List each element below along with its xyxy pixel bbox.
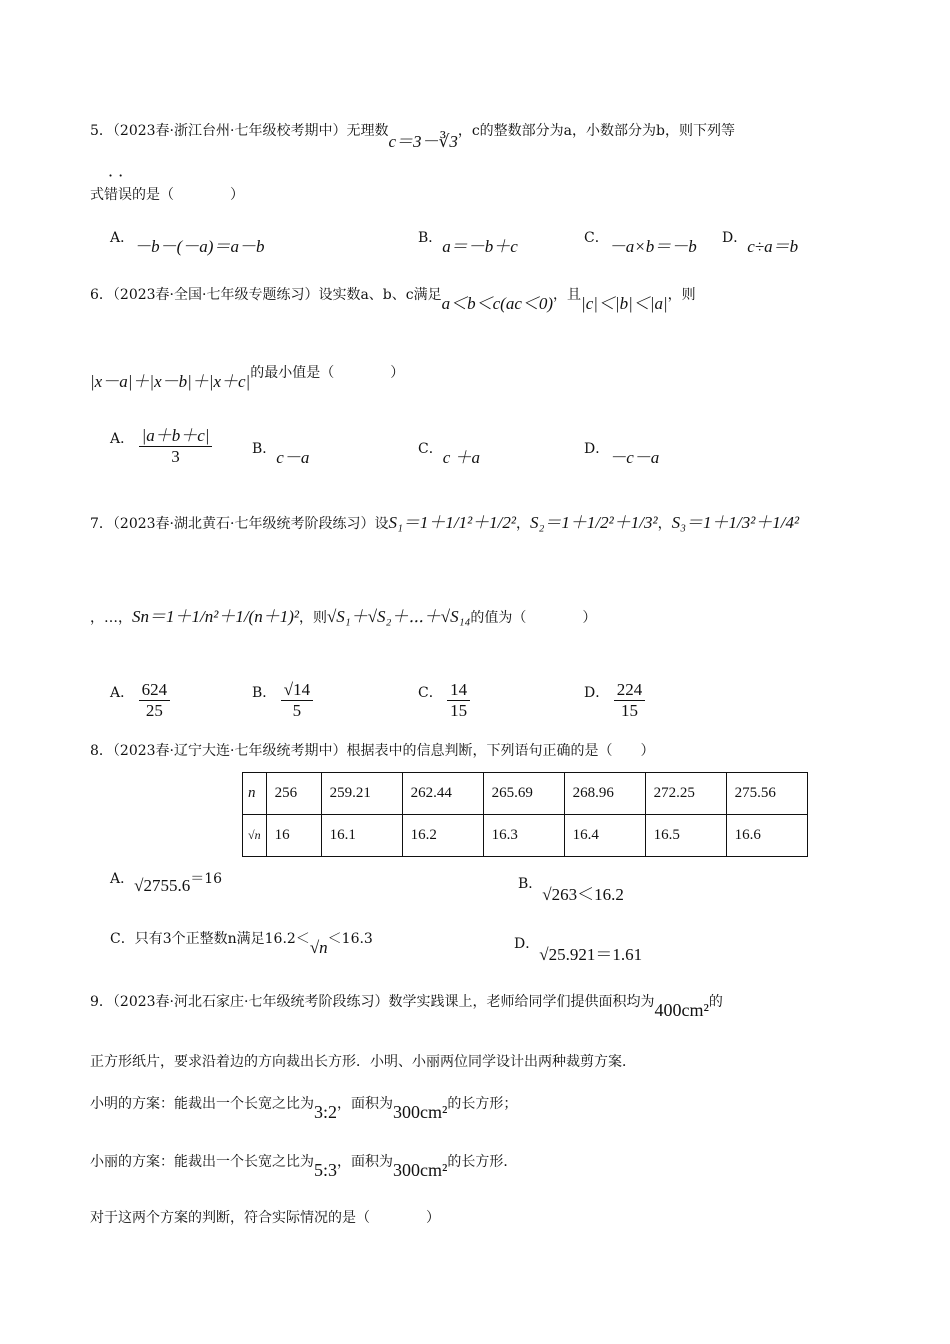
- table-row: [243, 815, 808, 857]
- q9-source: （2023春·河北石家庄·七年级统考阶段练习）: [112, 994, 389, 1010]
- q6-text3: ，则: [667, 287, 696, 303]
- q9-line2: 正方形纸片，要求沿着边的方向裁出长方形．小明、小丽两位同学设计出两种裁剪方案．: [90, 1054, 636, 1070]
- q9-area1: 400cm²: [654, 1000, 709, 1020]
- table-cell: 259.21: [321, 773, 402, 815]
- q7-sn: Sn＝1＋1/n²＋1/(n＋1)²: [132, 607, 299, 626]
- q6-line1: [90, 284, 696, 313]
- q6-option-a[interactable]: [110, 426, 212, 467]
- table-cell: n: [243, 773, 267, 815]
- q7-option-a-fraction: [139, 680, 171, 721]
- q7-text3: 的值为（ ）: [470, 610, 597, 626]
- q5-source: （2023春·浙江台州·七年级校考期中）: [112, 123, 347, 139]
- q7-option-a-den: 25: [145, 701, 163, 720]
- q9-line5: 对于这两个方案的判断，符合实际情况的是（ ）: [90, 1210, 440, 1226]
- q7-s2: S₂＝1＋1/2²＋1/3²: [530, 513, 658, 532]
- q8-option-b-label: B．: [518, 876, 543, 892]
- q9-number: 9．: [90, 994, 113, 1010]
- q6-text2: ，且: [553, 287, 582, 303]
- q5-option-c[interactable]: [584, 222, 697, 256]
- q6-text4: 的最小值是（ ）: [250, 365, 405, 381]
- table-cell: 16.3: [483, 815, 564, 857]
- q8-option-c-text: 只有3个正整数n满足16.2＜: [134, 931, 310, 947]
- q6-option-b[interactable]: [252, 433, 310, 467]
- q8-option-b-expr: √263: [542, 885, 578, 904]
- q7-option-c-label: C．: [418, 684, 443, 701]
- q8-option-c-label: C．: [110, 931, 135, 947]
- q7-sum: √S₁＋√S₂＋⋯＋√S₁₄: [326, 607, 471, 626]
- q8-text: 根据表中的信息判断，下列语句正确的是（ ）: [346, 743, 655, 759]
- q6-option-b-expr: c－a: [276, 448, 310, 467]
- q5-number: 5．: [90, 123, 113, 139]
- q5-option-c-expr: －a×b＝－b: [608, 237, 697, 256]
- table-cell: 265.69: [483, 773, 564, 815]
- q8-option-b[interactable]: [518, 868, 624, 904]
- q5-option-a[interactable]: [110, 222, 265, 256]
- q5-option-c-label: C．: [584, 230, 609, 246]
- q5-line1: [90, 120, 735, 151]
- q8-option-a-tail: ＝16: [190, 871, 223, 887]
- q5-option-d[interactable]: [722, 222, 799, 256]
- q9-line3: [90, 1092, 518, 1122]
- q6-option-d[interactable]: [584, 433, 660, 467]
- q7-option-a-label: A．: [110, 684, 135, 701]
- q6-option-a-num: |a＋b＋c|: [139, 426, 213, 447]
- q7-option-b-fraction: [281, 680, 313, 721]
- emphasis-dots: · ·: [108, 166, 124, 185]
- q8-option-a-expr: √2755.6: [134, 876, 191, 895]
- q9-li-text2: ，面积为: [337, 1154, 394, 1170]
- q5-text2: ，c的整数部分为a，小数部分为b，则下列等: [457, 123, 735, 139]
- q8-table: [242, 772, 808, 857]
- table-cell: 268.96: [564, 773, 645, 815]
- q6-option-c-label: C．: [418, 441, 443, 457]
- q8-option-c[interactable]: [110, 928, 373, 957]
- q8-option-d-label: D．: [514, 936, 540, 952]
- q6-option-a-den: 3: [171, 447, 180, 466]
- q9-text1b: 的: [708, 994, 723, 1010]
- q7-option-c-den: 15: [450, 701, 468, 720]
- q5-option-b-label: B．: [418, 230, 443, 246]
- q7-option-b-num: √14: [281, 680, 313, 701]
- q9-ming-text2: ，面积为: [337, 1096, 394, 1112]
- q8-line1: [90, 741, 654, 761]
- q5-option-d-label: D．: [722, 230, 748, 246]
- q5-line2: 式错误的是（ ）: [90, 187, 244, 203]
- q9-li-ratio: 5:3: [314, 1160, 338, 1180]
- q7-option-b[interactable]: [252, 680, 313, 721]
- q7-s3: S₃＝1＋1/3²＋1/4²: [671, 513, 800, 532]
- q7-option-c-num: 14: [447, 680, 470, 701]
- q8-option-d-tail: ＝1.61: [595, 945, 643, 964]
- q5-option-b-expr: a＝－b＋c: [442, 237, 518, 256]
- q7-option-d[interactable]: [584, 680, 645, 721]
- q7-option-b-label: B．: [252, 684, 277, 701]
- q8-option-c-tail: ＜16.3: [327, 931, 373, 947]
- table-cell: 275.56: [726, 773, 807, 815]
- table-cell: 256: [266, 773, 321, 815]
- q8-option-a-label: A．: [110, 871, 135, 887]
- q8-number: 8．: [90, 743, 113, 759]
- q9-ming-ratio: 3:2: [314, 1102, 338, 1122]
- q6-source: （2023春·全国·七年级专题练习）: [112, 287, 319, 303]
- q6-cond2: |c|＜|b|＜|a|: [581, 294, 668, 313]
- q9-line1: [90, 990, 723, 1020]
- q8-option-b-tail: ＜16.2: [577, 885, 624, 904]
- q9-li-area: 300cm²: [393, 1160, 448, 1180]
- table-cell: 16.4: [564, 815, 645, 857]
- q7-option-c[interactable]: [418, 680, 470, 721]
- q6-line2: [90, 362, 405, 391]
- q7-option-a[interactable]: [110, 680, 170, 721]
- q6-expr: |x－a|＋|x－b|＋|x＋c|: [90, 372, 251, 391]
- q7-source: （2023春·湖北黄石·七年级统考阶段练习）: [112, 516, 375, 532]
- q9-text1: 数学实践课上，老师给同学们提供面积均为: [388, 994, 655, 1010]
- q7-s1: S₁＝1＋1/1²＋1/2²: [388, 513, 517, 532]
- q5-option-a-expr: －b－(－a)＝a－b: [134, 237, 265, 256]
- table-row: [243, 773, 808, 815]
- q7-option-d-fraction: [614, 680, 646, 721]
- q6-option-d-label: D．: [584, 441, 610, 457]
- q5-formula: c＝3－∛3: [388, 132, 458, 151]
- q7-line2: [90, 607, 596, 628]
- q6-cond1: a＜b＜c(ac＜0): [441, 294, 554, 313]
- q8-option-a[interactable]: [110, 868, 223, 895]
- table-cell: √n: [243, 815, 267, 857]
- q9-ming-area: 300cm²: [393, 1102, 448, 1122]
- q7-line1: 7．（2023春·湖北黄石·七年级统考阶段练习）设S₁＝1＋1/1²＋1/2²，S₂＝1＋1/2²＋1/3²，S₃＝1＋1/3²＋1/4²: [90, 513, 800, 532]
- q9-li-text3: 的长方形．: [447, 1154, 518, 1170]
- table-cell: 16.2: [402, 815, 483, 857]
- q7-number: 7．: [90, 516, 113, 532]
- q6-option-d-expr: －c－a: [609, 448, 660, 467]
- table-cell: 272.25: [645, 773, 726, 815]
- q7-text1: 设: [374, 516, 389, 532]
- q7-option-a-num: 624: [139, 680, 171, 701]
- q7-option-d-label: D．: [584, 684, 610, 701]
- table-cell: 16.1: [321, 815, 402, 857]
- q6-option-a-label: A．: [110, 430, 135, 447]
- q6-option-c[interactable]: [418, 433, 481, 467]
- q6-option-b-label: B．: [252, 441, 277, 457]
- q6-number: 6．: [90, 287, 113, 303]
- q5-text1: 无理数: [346, 123, 389, 139]
- q7-option-d-num: 224: [614, 680, 646, 701]
- q7-lead: ，…，: [90, 610, 132, 626]
- q7-option-c-fraction: [447, 680, 470, 721]
- q7-option-d-den: 15: [620, 701, 638, 720]
- q6-option-a-fraction: [139, 426, 213, 467]
- table-cell: 16: [266, 815, 321, 857]
- q5-option-a-label: A．: [110, 230, 135, 246]
- table-cell: 16.5: [645, 815, 726, 857]
- table-cell: 16.6: [726, 815, 807, 857]
- table-cell: 262.44: [402, 773, 483, 815]
- q8-option-d[interactable]: [514, 928, 643, 964]
- q6-option-c-expr: c ＋a: [442, 448, 481, 467]
- q9-li-text1: 小丽的方案：能裁出一个长宽之比为: [90, 1154, 314, 1170]
- q9-ming-text1: 小明的方案：能裁出一个长宽之比为: [90, 1096, 314, 1112]
- q7-text2: ，则: [298, 610, 327, 626]
- q5-option-d-expr: c÷a＝b: [747, 237, 799, 256]
- q7-option-b-den: 5: [292, 701, 302, 720]
- q8-source: （2023春·辽宁大连·七年级统考期中）: [112, 743, 347, 759]
- q9-line4: [90, 1150, 518, 1180]
- q9-ming-text3: 的长方形；: [447, 1096, 518, 1112]
- q5-option-b[interactable]: [418, 222, 518, 256]
- q8-option-c-expr: √n: [309, 938, 328, 957]
- q6-text1: 设实数a、b、c满足: [318, 287, 442, 303]
- q8-option-d-expr: √25.921: [539, 945, 596, 964]
